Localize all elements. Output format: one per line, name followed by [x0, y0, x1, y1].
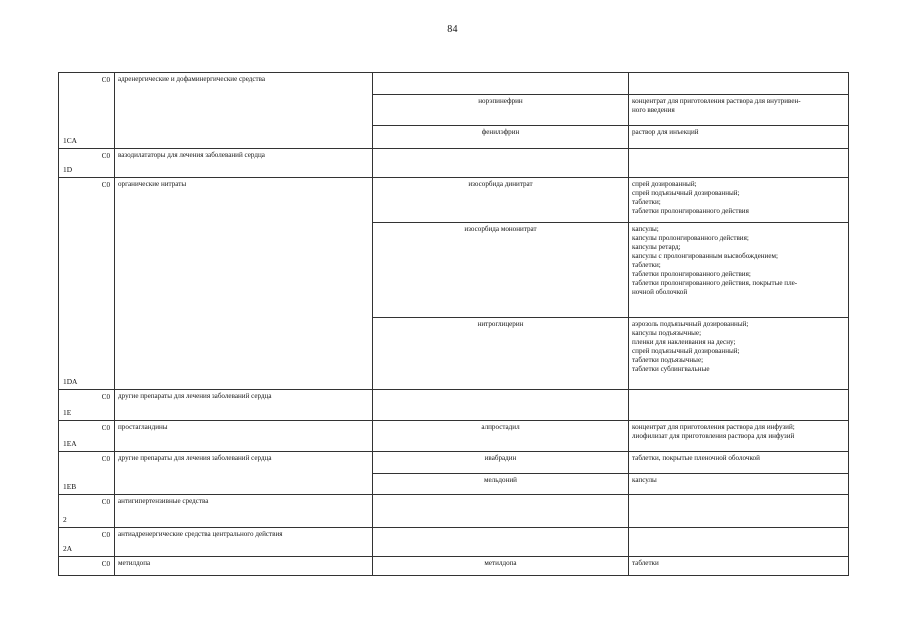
dosage-forms	[629, 223, 849, 318]
drug-name	[373, 73, 629, 95]
dosage-forms	[629, 149, 849, 178]
drug-name: нитроглицерин	[373, 318, 629, 390]
table-row	[59, 452, 849, 474]
dosage-form-line: таблетки пролонгированного действия;	[632, 270, 751, 278]
drug-name: изосорбида мононитрат	[373, 223, 629, 318]
drug-name: изосорбида динитрат	[373, 178, 629, 223]
drug-name: алпростадил	[373, 421, 629, 452]
dosage-forms	[629, 495, 849, 528]
atc-group-name: простагландины	[115, 421, 373, 452]
dosage-form-line: концентрат для приготовления раствора для внутривен-	[632, 97, 801, 105]
drug-name	[373, 149, 629, 178]
page-number: 84	[447, 24, 458, 35]
dosage-form-line: капсулы пролонгированного действия;	[632, 234, 749, 242]
dosage-form-line: капсулы с пролонгированным высвобождением;	[632, 252, 778, 260]
dosage-form-line: спрей дозированный;	[632, 180, 697, 188]
table-row	[59, 149, 849, 178]
dosage-forms	[629, 126, 849, 149]
atc-code: 2A	[63, 544, 73, 553]
drug-name: метилдопа	[373, 557, 629, 576]
atc-class-label: C0	[101, 455, 110, 463]
atc-code: 1D	[63, 165, 73, 174]
atc-code: 1EA	[63, 439, 77, 448]
atc-group-name: антиадренергические средства центрального действия	[115, 528, 373, 557]
drug-name: ивабрадин	[373, 452, 629, 474]
dosage-form-line: раствор для инъекций	[632, 128, 699, 136]
dosage-forms	[629, 452, 849, 474]
dosage-form-line: ного введения	[632, 106, 675, 114]
atc-code-cell	[59, 495, 115, 528]
atc-code: 1E	[63, 408, 72, 417]
table-row	[59, 528, 849, 557]
dosage-forms	[629, 557, 849, 576]
dosage-form-line: капсулы ретард;	[632, 243, 681, 251]
dosage-forms	[629, 73, 849, 95]
atc-code-cell	[59, 178, 115, 390]
dosage-form-line: ночной оболочкой	[632, 288, 688, 296]
table-row	[59, 421, 849, 452]
atc-class-label: C0	[101, 424, 110, 432]
atc-code: 1EB	[63, 482, 77, 491]
dosage-form-line: таблетки подъязычные;	[632, 356, 704, 364]
table-body	[59, 73, 849, 576]
atc-code: 2	[63, 515, 67, 524]
dosage-form-line: аэрозоль подъязычный дозированный;	[632, 320, 749, 328]
dosage-form-line: пленки для наклеивания на десну;	[632, 338, 736, 346]
drug-classification-table	[58, 72, 849, 576]
atc-group-name: другие препараты для лечения заболеваний сердца	[115, 452, 373, 495]
dosage-form-line: капсулы;	[632, 225, 659, 233]
dosage-forms	[629, 421, 849, 452]
atc-code-cell	[59, 452, 115, 495]
atc-group-name: другие препараты для лечения заболеваний сердца	[115, 390, 373, 421]
dosage-form-line: таблетки	[632, 559, 659, 567]
drug-name	[373, 495, 629, 528]
atc-class-label: C0	[101, 498, 110, 506]
dosage-forms	[629, 474, 849, 495]
dosage-form-line: таблетки пролонгированного действия	[632, 207, 749, 215]
atc-code-cell	[59, 421, 115, 452]
drug-name	[373, 390, 629, 421]
atc-group-name: адренергические и дофаминергические средства	[115, 73, 373, 149]
dosage-forms	[629, 390, 849, 421]
dosage-forms	[629, 528, 849, 557]
dosage-form-line: таблетки;	[632, 198, 661, 206]
atc-group-name: метилдопа	[115, 557, 373, 576]
atc-class-label: C0	[101, 560, 110, 568]
dosage-forms	[629, 95, 849, 126]
atc-class-label: C0	[101, 152, 110, 160]
atc-code: 1DA	[63, 377, 78, 386]
dosage-form-line: капсулы подъязычные;	[632, 329, 702, 337]
atc-code-cell	[59, 149, 115, 178]
atc-class-label: C0	[101, 76, 110, 84]
table-row	[59, 557, 849, 576]
atc-class-label: C0	[101, 393, 110, 401]
atc-group-name: вазодилататоры для лечения заболеваний сердца	[115, 149, 373, 178]
dosage-forms	[629, 318, 849, 390]
dosage-form-line: таблетки;	[632, 261, 661, 269]
dosage-forms	[629, 178, 849, 223]
dosage-form-line: таблетки сублингвальные	[632, 365, 710, 373]
dosage-form-line: капсулы	[632, 476, 657, 484]
table-row	[59, 73, 849, 95]
dosage-form-line: спрей подъязычный дозированный;	[632, 189, 740, 197]
drug-name	[373, 528, 629, 557]
atc-group-name: антигипертензивные средства	[115, 495, 373, 528]
atc-code-cell	[59, 73, 115, 149]
dosage-form-line: лиофилизат для приготовления раствора для инфузий	[632, 432, 795, 440]
atc-code-cell	[59, 390, 115, 421]
atc-class-label: C0	[101, 181, 110, 189]
dosage-form-line: таблетки, покрытые пленочной оболочкой	[632, 454, 760, 462]
drug-name: мельдоний	[373, 474, 629, 495]
drug-name: фенилэфрин	[373, 126, 629, 149]
dosage-form-line: спрей подъязычный дозированный;	[632, 347, 740, 355]
atc-group-name: органические нитраты	[115, 178, 373, 390]
atc-code: 1CA	[63, 136, 77, 145]
table-row	[59, 178, 849, 223]
table-row	[59, 495, 849, 528]
atc-code-cell	[59, 557, 115, 576]
atc-class-label: C0	[101, 531, 110, 539]
table-row	[59, 390, 849, 421]
atc-code-cell	[59, 528, 115, 557]
dosage-form-line: концентрат для приготовления раствора для инфузий;	[632, 423, 795, 431]
dosage-form-line: таблетки пролонгированного действия, покрытые пле-	[632, 279, 798, 287]
drug-name: норэпинефрин	[373, 95, 629, 126]
